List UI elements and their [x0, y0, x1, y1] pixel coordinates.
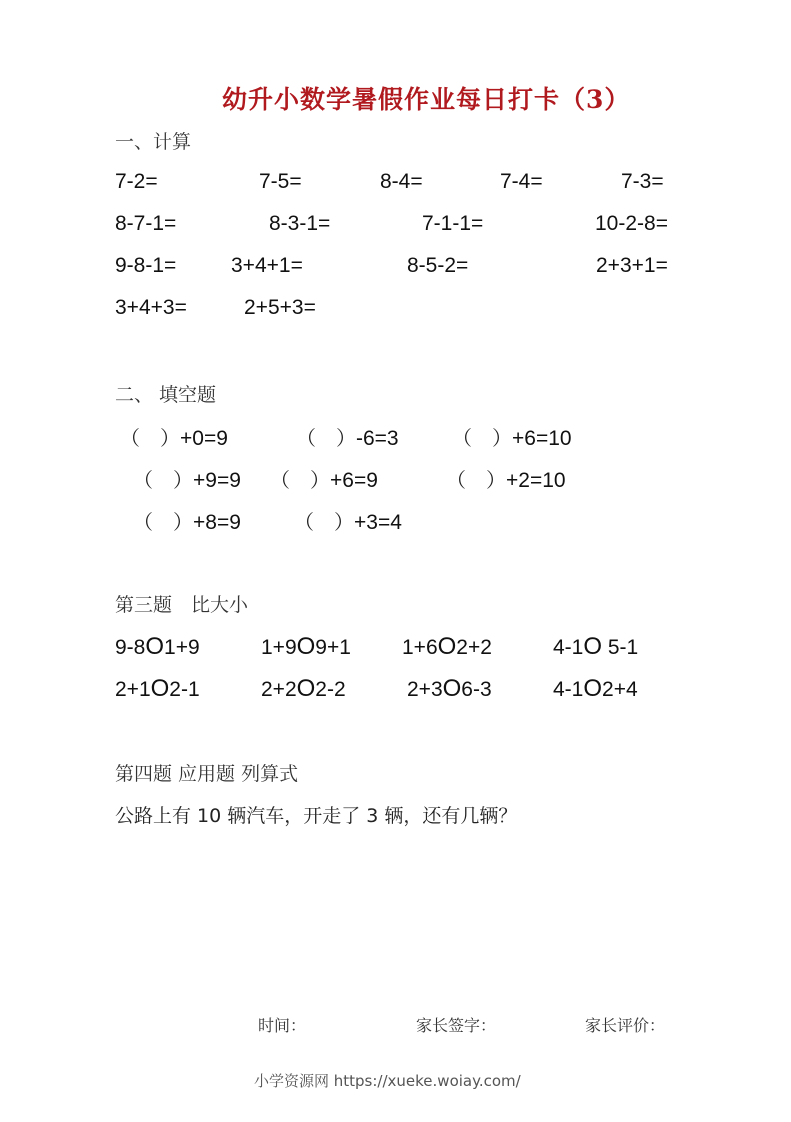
- equation: 3+4+1=: [231, 254, 303, 277]
- answer-blank[interactable]: （ ）: [270, 468, 330, 492]
- compare-circle[interactable]: O: [583, 675, 603, 702]
- answer-blank[interactable]: （ ）: [133, 468, 193, 492]
- fill-blank-item: （ ）+2=10: [446, 468, 566, 492]
- equation: 8-3-1=: [269, 212, 331, 235]
- section4-heading: 第四题 应用题 列算式: [115, 763, 299, 785]
- equation: 3+4+3=: [115, 296, 187, 319]
- answer-blank[interactable]: （ ）: [120, 426, 180, 450]
- parent-evaluation-label: 家长评价：: [585, 1016, 666, 1035]
- equation: 8-4=: [380, 170, 423, 193]
- equation: 8-5-2=: [407, 254, 469, 277]
- compare-item: 1+6O2+2: [402, 633, 492, 660]
- fill-blank-item: （ ）+6=10: [452, 426, 572, 450]
- compare-circle[interactable]: O: [150, 675, 170, 702]
- equation: 7-3=: [621, 170, 664, 193]
- equation: 2+5+3=: [244, 296, 316, 319]
- equation: 7-2=: [115, 170, 158, 193]
- answer-blank[interactable]: （ ）: [133, 510, 193, 534]
- section2-heading: 二、 填空题: [115, 384, 217, 406]
- compare-item: 2+1O2-1: [115, 675, 200, 702]
- compare-item: 1+9O9+1: [261, 633, 351, 660]
- section3-heading: 第三题 比大小: [115, 594, 249, 616]
- equation: 2+3+1=: [596, 254, 668, 277]
- compare-item: 2+2O2-2: [261, 675, 346, 702]
- time-label: 时间：: [258, 1016, 307, 1035]
- compare-item: 2+3O6-3: [407, 675, 492, 702]
- compare-circle[interactable]: O: [145, 633, 165, 660]
- compare-circle[interactable]: O: [583, 633, 603, 660]
- compare-item: 4-1O2+4: [553, 675, 638, 702]
- compare-circle[interactable]: O: [296, 633, 316, 660]
- compare-circle[interactable]: O: [442, 675, 462, 702]
- equation: 10-2-8=: [595, 212, 668, 235]
- watermark: 小学资源网 https://xueke.woiay.com/: [254, 1072, 521, 1090]
- fill-blank-item: （ ）+0=9: [120, 426, 228, 450]
- fill-blank-item: （ ）+8=9: [133, 510, 241, 534]
- answer-blank[interactable]: （ ）: [446, 468, 506, 492]
- equation: 7-1-1=: [422, 212, 484, 235]
- answer-blank[interactable]: （ ）: [296, 426, 356, 450]
- fill-blank-item: （ ）+6=9: [270, 468, 378, 492]
- parent-signature-label: 家长签字：: [416, 1016, 497, 1035]
- equation: 7-5=: [259, 170, 302, 193]
- compare-item: 9-8O1+9: [115, 633, 200, 660]
- fill-blank-item: （ ）+9=9: [133, 468, 241, 492]
- fill-blank-item: （ ）+3=4: [294, 510, 402, 534]
- equation: 8-7-1=: [115, 212, 177, 235]
- section1-heading: 一、计算: [115, 131, 192, 153]
- compare-item: 4-1O 5-1: [553, 633, 639, 660]
- page-title: 幼升小数学暑假作业每日打卡（3）: [222, 85, 631, 114]
- fill-blank-item: （ ）-6=3: [296, 426, 399, 450]
- compare-circle[interactable]: O: [437, 633, 457, 660]
- answer-blank[interactable]: （ ）: [452, 426, 512, 450]
- answer-blank[interactable]: （ ）: [294, 510, 354, 534]
- equation: 9-8-1=: [115, 254, 177, 277]
- equation: 7-4=: [500, 170, 543, 193]
- word-problem: 公路上有 10 辆汽车，开走了 3 辆，还有几辆？: [115, 805, 518, 827]
- compare-circle[interactable]: O: [296, 675, 316, 702]
